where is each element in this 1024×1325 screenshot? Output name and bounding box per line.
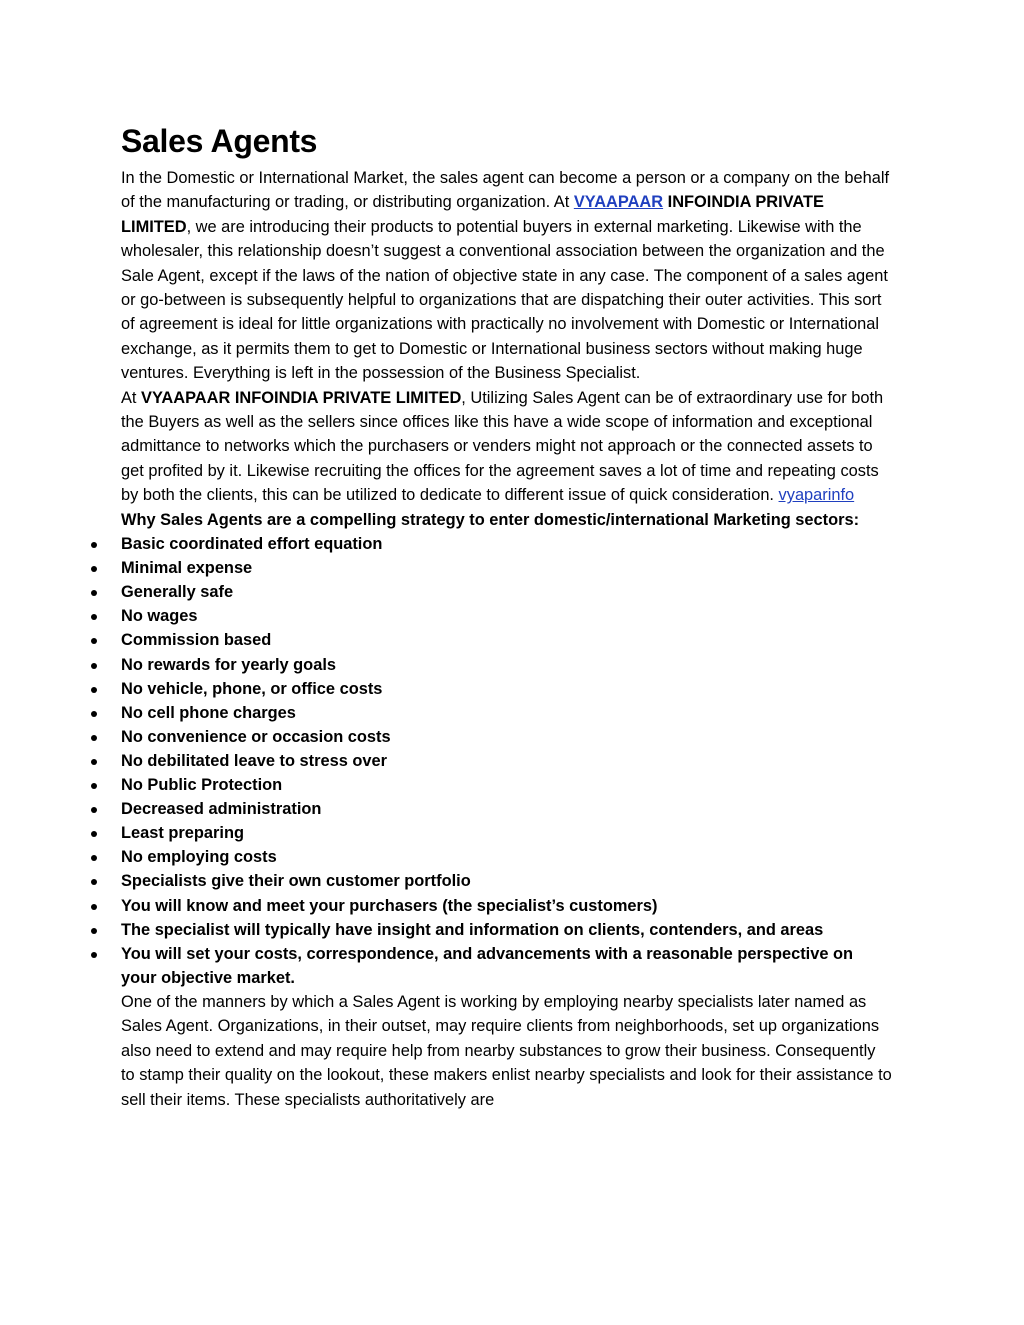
list-item: No Public Protection xyxy=(121,773,893,797)
list-item: You will know and meet your purchasers (the specialist’s customers) xyxy=(121,894,893,918)
list-item: No cell phone charges xyxy=(121,701,893,725)
bullet-icon xyxy=(91,831,97,837)
vyaparinfo-link[interactable]: vyaparinfo xyxy=(778,486,855,505)
bullet-icon xyxy=(91,711,97,717)
list-item: Generally safe xyxy=(121,580,893,604)
intro-text-1: In the Domestic or International Market, the sales agent can become a person or a company on the behalf of the manufacturing or trading, or distributing organization. At xyxy=(121,169,890,212)
bullet-icon xyxy=(91,904,97,910)
second-paragraph xyxy=(121,386,893,508)
bullet-icon xyxy=(91,952,97,958)
bullet-icon xyxy=(91,807,97,813)
bullet-icon xyxy=(91,663,97,669)
second-text-1: At xyxy=(121,388,142,407)
benefits-list xyxy=(121,532,893,990)
company-name-bold: VYAAPAAR INFOINDIA PRIVATE LIMITED xyxy=(141,388,462,407)
bullet-icon xyxy=(91,614,97,620)
intro-paragraph xyxy=(121,166,893,386)
document-content xyxy=(121,122,893,1112)
bullet-icon xyxy=(91,928,97,934)
list-item: No vehicle, phone, or office costs xyxy=(121,677,893,701)
list-item: No wages xyxy=(121,604,893,628)
vyaapaar-link[interactable]: VYAAPAAR xyxy=(573,193,664,212)
list-item: No rewards for yearly goals xyxy=(121,653,893,677)
bullet-icon xyxy=(91,542,97,548)
list-item: Commission based xyxy=(121,628,893,652)
list-item: You will set your costs, correspondence, and advancements with a reasonable perspective on your objective market. xyxy=(121,942,893,990)
bullet-icon xyxy=(91,590,97,596)
bullet-icon xyxy=(91,855,97,861)
bullet-icon xyxy=(91,566,97,572)
list-item: The specialist will typically have insight and information on clients, contenders, and areas xyxy=(121,918,893,942)
bullet-icon xyxy=(91,735,97,741)
bullet-icon xyxy=(91,783,97,789)
closing-paragraph: One of the manners by which a Sales Agent is working by employing nearby specialists later named as Sales Agent. Organizations, in their outset, may require clients from neighborhoods, set up organizations also need to extend and may require help from nearby substances to grow their business. Consequently to stamp their quality on the lookout, these makers enlist nearby specialists and look for their assistance to sell their items. These specialists authoritatively are xyxy=(121,992,892,1109)
list-item: Decreased administration xyxy=(121,797,893,821)
list-item: Least preparing xyxy=(121,821,893,845)
list-item: No convenience or occasion costs xyxy=(121,725,893,749)
bullet-icon xyxy=(91,687,97,693)
section-heading: Why Sales Agents are a compelling strategy to enter domestic/international Marketing sectors: xyxy=(121,510,860,529)
intro-text-2: , we are introducing their products to potential buyers in external marketing. Likewise with the wholesaler, this relationship doesn’t suggest a conventional association between the organization and the Sale Agent, except if the laws of the nation of objective state in any case. The component of a sales agent or go-between is subsequently helpful to organizations that are dispatching their outer activities. This sort of agreement is ideal for little organizations with practically no involvement with Domestic or International exchange, as it permits them to get to Domestic or International business sectors without making huge ventures. Everything is left in the possession of the Business Specialist. xyxy=(121,217,888,383)
list-item: No employing costs xyxy=(121,845,893,869)
list-item: No debilitated leave to stress over xyxy=(121,749,893,773)
bullet-icon xyxy=(91,759,97,765)
list-item: Basic coordinated effort equation xyxy=(121,532,893,556)
page-title: Sales Agents xyxy=(121,123,318,159)
company-name: INFOINDIA PRIVATE LIMITED xyxy=(121,193,824,236)
second-text-2: , Utilizing Sales Agent can be of extraordinary use for both the Buyers as well as the sellers since offices like this have a wide scope of information and exceptional admittance to networks which the purchasers or venders might not approach or the connected assets to get profited by it. Likewise recruiting the offices for the agreement saves a lot of time and repeating costs by both the clients, this can be utilized to dedicate to different issue of quick consideration. xyxy=(121,388,884,505)
bullet-icon xyxy=(91,879,97,885)
bullet-icon xyxy=(91,638,97,644)
list-item: Minimal expense xyxy=(121,556,893,580)
list-item: Specialists give their own customer portfolio xyxy=(121,869,893,893)
